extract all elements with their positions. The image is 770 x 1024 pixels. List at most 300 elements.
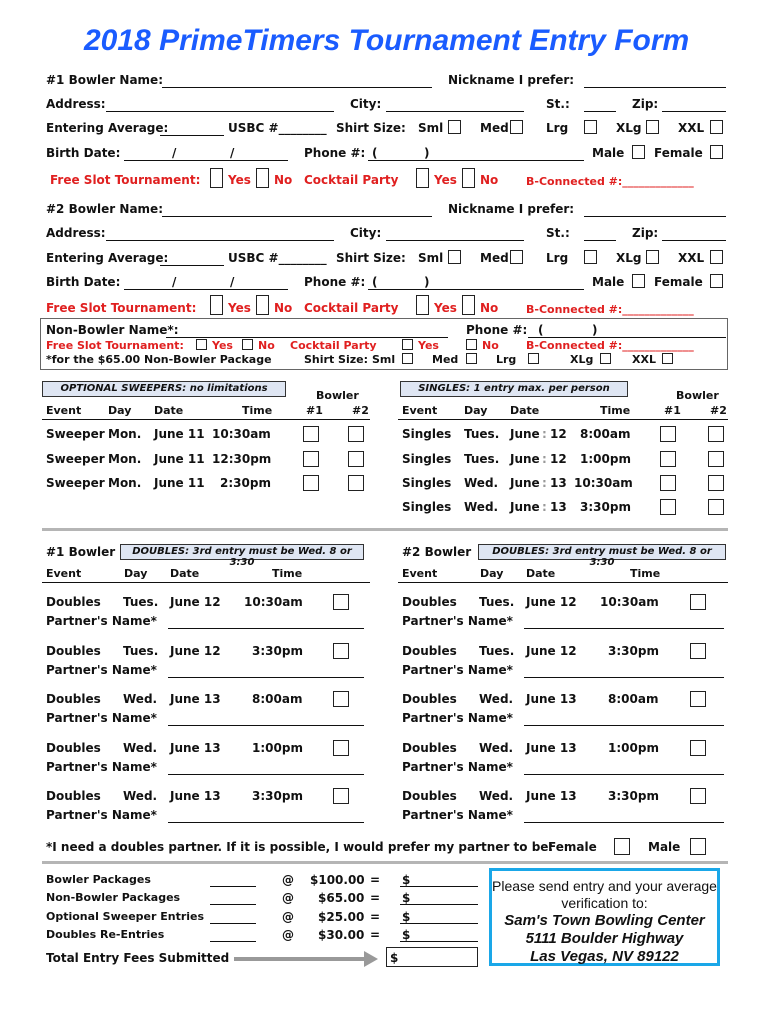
bowler1-xlg-label: XLg	[616, 121, 642, 135]
bowler1-birth-label: Birth Date:	[46, 146, 121, 160]
bowler2-address-field[interactable]	[106, 240, 334, 241]
nonbowler-xxl-label: XXL	[632, 353, 656, 366]
mail-instruction: verification to:	[561, 895, 648, 911]
partner-name-label: Partner's Name*	[46, 711, 157, 725]
doubles-date: June 13	[526, 692, 577, 706]
partner-name-field[interactable]	[168, 774, 364, 775]
singles-bowler-label: Bowler	[676, 389, 719, 402]
bowler1-cocktail-no-checkbox[interactable]	[462, 168, 475, 188]
fee-label: Bowler Packages	[46, 873, 151, 886]
bowler2-usbc-label: USBC #________	[228, 251, 327, 265]
partner-name-field[interactable]	[524, 774, 724, 775]
bowler1-birth-slash: /	[230, 146, 235, 160]
nonbowler-freeslot-label: Free Slot Tournament:	[46, 339, 184, 352]
bowler1-male-checkbox[interactable]	[632, 145, 645, 159]
fee-amount-field[interactable]	[400, 941, 478, 942]
doubles-time: 1:00pm	[252, 741, 303, 755]
bowler1-med-checkbox[interactable]	[510, 120, 523, 134]
doubles-day: Wed.	[479, 789, 514, 803]
bowler2-average-label: Entering Average:	[46, 251, 169, 265]
sweeper-b2-checkbox[interactable]	[348, 475, 364, 491]
partner-male-checkbox[interactable]	[690, 838, 706, 855]
doubles-event: Doubles	[46, 741, 101, 755]
bowler2-female-checkbox[interactable]	[710, 274, 723, 288]
doubles-date: June 12	[170, 595, 221, 609]
bowler1-cocktail-yes-checkbox[interactable]	[416, 168, 429, 188]
bowler2-cocktail-no-checkbox[interactable]	[462, 295, 475, 315]
singles-b2-checkbox[interactable]	[708, 475, 724, 491]
bowler2-phone-paren: (	[372, 275, 378, 289]
partner-name-label: Partner's Name*	[402, 614, 513, 628]
fee-price: $25.00	[318, 910, 365, 924]
bowler1-cocktail-label: Cocktail Party	[304, 173, 399, 187]
singles-day-num: 12	[550, 427, 567, 441]
doubles-left-col-date: Date	[170, 567, 200, 580]
doubles-date: June 12	[526, 595, 577, 609]
bowler2-birth-slash: /	[230, 275, 235, 289]
doubles-event: Doubles	[402, 789, 457, 803]
fee-quantity-field[interactable]	[210, 941, 256, 942]
bowler1-sml-checkbox[interactable]	[448, 120, 461, 134]
nonbowler-freeslot-yes-label: Yes	[212, 339, 233, 352]
bowler1-freeslot-label: Free Slot Tournament:	[50, 173, 201, 187]
nonbowler-freeslot-no-label: No	[258, 339, 275, 352]
fee-at: @	[282, 928, 294, 942]
partner-name-field[interactable]	[524, 725, 724, 726]
fee-price: $30.00	[318, 928, 365, 942]
singles-day: Wed.	[464, 476, 499, 490]
bowler2-state-field[interactable]	[584, 240, 616, 241]
fee-dollar: $	[402, 910, 411, 924]
fee-price: $65.00	[318, 891, 365, 905]
doubles-event: Doubles	[402, 692, 457, 706]
nonbowler-med-label: Med	[432, 353, 459, 366]
nonbowler-med-checkbox[interactable]	[466, 353, 477, 364]
bowler2-lrg-label: Lrg	[546, 251, 569, 265]
nonbowler-cocktail-label: Cocktail Party	[290, 339, 377, 352]
doubles-right-bowler-label: #2 Bowler	[402, 545, 472, 559]
nonbowler-name-field[interactable]	[166, 337, 448, 338]
singles-b1-checkbox[interactable]	[660, 426, 676, 442]
doubles-day: Wed.	[479, 741, 514, 755]
bowler2-phone-paren: )	[424, 275, 430, 289]
bowler1-city-field[interactable]	[386, 111, 524, 112]
doubles-checkbox[interactable]	[690, 788, 706, 804]
doubles-date: June 13	[526, 741, 577, 755]
partner-name-field[interactable]	[168, 628, 364, 629]
bowler2-freeslot-yes-label: Yes	[228, 301, 251, 315]
partner-female-label: Female	[548, 840, 597, 854]
doubles-time: 3:30pm	[252, 644, 303, 658]
sweepers-col-b2: #2	[352, 404, 369, 417]
doubles-event: Doubles	[402, 741, 457, 755]
fee-quantity-field[interactable]	[210, 904, 256, 905]
bowler1-phone-paren: )	[424, 146, 430, 160]
doubles-checkbox[interactable]	[333, 643, 349, 659]
doubles-time: 1:00pm	[608, 741, 659, 755]
sweeper-event: Sweeper	[46, 476, 105, 490]
doubles-checkbox[interactable]	[690, 740, 706, 756]
bowler1-address-field[interactable]	[106, 111, 334, 112]
singles-event: Singles	[402, 452, 452, 466]
partner-name-field[interactable]	[524, 628, 724, 629]
fee-at: @	[282, 891, 294, 905]
doubles-checkbox[interactable]	[690, 594, 706, 610]
fee-equals: =	[370, 873, 381, 887]
fee-quantity-field[interactable]	[210, 886, 256, 887]
nonbowler-freeslot-yes-checkbox[interactable]	[196, 339, 207, 350]
partner-name-field[interactable]	[168, 822, 364, 823]
sweeper-date: June 11	[154, 427, 205, 441]
bowler2-nickname-field[interactable]	[584, 216, 726, 217]
bowler2-male-label: Male	[592, 275, 625, 289]
doubles-day: Tues.	[479, 595, 515, 609]
bowler1-sml-label: Sml	[418, 121, 444, 135]
bowler1-name-field[interactable]	[162, 87, 432, 88]
bowler2-cocktail-label: Cocktail Party	[304, 301, 399, 315]
partner-female-checkbox[interactable]	[614, 838, 630, 855]
bowler1-bconnected-label: B-Connected #:_____________	[526, 175, 694, 188]
singles-col-time: Time	[600, 404, 631, 417]
doubles-checkbox[interactable]	[333, 691, 349, 707]
fee-equals: =	[370, 891, 381, 905]
partner-name-field[interactable]	[524, 677, 724, 678]
total-fees-dollar: $	[390, 951, 399, 965]
bowler2-state-label: St.:	[546, 226, 570, 240]
bowler2-address-label: Address:	[46, 226, 106, 240]
bowler1-cocktail-yes-label: Yes	[434, 173, 457, 187]
fee-amount-field[interactable]	[400, 923, 478, 924]
bowler2-lrg-checkbox[interactable]	[584, 250, 597, 264]
doubles-time: 3:30pm	[608, 789, 659, 803]
singles-colon: :	[542, 476, 547, 490]
bowler2-shirt-label: Shirt Size:	[336, 251, 406, 265]
doubles-event: Doubles	[46, 595, 101, 609]
doubles-right-col-date: Date	[526, 567, 556, 580]
doubles-day: Wed.	[123, 692, 158, 706]
doubles-checkbox[interactable]	[333, 788, 349, 804]
bowler1-lrg-label: Lrg	[546, 121, 569, 135]
bowler2-sml-checkbox[interactable]	[448, 250, 461, 264]
singles-colon: :	[542, 452, 547, 466]
bowler1-female-label: Female	[654, 146, 703, 160]
singles-b1-checkbox[interactable]	[660, 475, 676, 491]
doubles-time: 10:30am	[244, 595, 303, 609]
singles-day: Tues.	[464, 452, 500, 466]
doubles-checkbox[interactable]	[333, 740, 349, 756]
bowler1-freeslot-no-checkbox[interactable]	[256, 168, 269, 188]
doubles-event: Doubles	[402, 644, 457, 658]
singles-day-num: 13	[550, 476, 567, 490]
bowler2-phone-label: Phone #:	[304, 275, 366, 289]
bowler2-freeslot-label: Free Slot Tournament:	[46, 301, 197, 315]
singles-date: June	[510, 427, 540, 441]
doubles-date: June 13	[170, 789, 221, 803]
bowler2-med-checkbox[interactable]	[510, 250, 523, 264]
bowler1-birth-field[interactable]	[124, 160, 288, 161]
nonbowler-name-label: Non-Bowler Name*:	[46, 323, 179, 337]
doubles-day: Wed.	[479, 692, 514, 706]
partner-name-label: Partner's Name*	[402, 808, 513, 822]
bowler2-xxl-checkbox[interactable]	[710, 250, 723, 264]
singles-header-rule	[398, 419, 728, 420]
doubles-right-header: DOUBLES: 3rd entry must be Wed. 8 or 3:30	[478, 544, 726, 560]
partner-name-field[interactable]	[168, 725, 364, 726]
doubles-time: 10:30am	[600, 595, 659, 609]
doubles-checkbox[interactable]	[690, 643, 706, 659]
sweeper-time: 2:30pm	[220, 476, 271, 490]
sweepers-header-rule	[42, 419, 370, 420]
bowler2-male-checkbox[interactable]	[632, 274, 645, 288]
partner-preference-text: *I need a doubles partner. If it is possible, I would prefer my partner to be:	[46, 840, 554, 854]
bowler1-freeslot-yes-label: Yes	[228, 173, 251, 187]
bowler1-zip-field[interactable]	[662, 111, 726, 112]
doubles-date: June 13	[170, 741, 221, 755]
singles-day: Tues.	[464, 427, 500, 441]
doubles-day: Wed.	[123, 789, 158, 803]
sweeper-b2-checkbox[interactable]	[348, 426, 364, 442]
partner-name-label: Partner's Name*	[46, 614, 157, 628]
bowler1-address-label: Address:	[46, 97, 106, 111]
doubles-right-col-event: Event	[402, 567, 438, 580]
bowler1-phone-label: Phone #:	[304, 146, 366, 160]
singles-col-day: Day	[464, 404, 488, 417]
bowler2-female-label: Female	[654, 275, 703, 289]
doubles-checkbox[interactable]	[690, 691, 706, 707]
nonbowler-cocktail-yes-checkbox[interactable]	[402, 339, 413, 350]
fee-quantity-field[interactable]	[210, 923, 256, 924]
singles-col-b1: #1	[664, 404, 681, 417]
doubles-left-bowler-label: #1 Bowler	[46, 545, 116, 559]
singles-col-event: Event	[402, 404, 438, 417]
singles-time: 10:30am	[574, 476, 633, 490]
bowler2-med-label: Med	[480, 251, 509, 265]
singles-b2-checkbox[interactable]	[708, 426, 724, 442]
singles-time: 3:30pm	[580, 500, 631, 514]
bowler1-male-label: Male	[592, 146, 625, 160]
fee-dollar: $	[402, 891, 411, 905]
nonbowler-sml-label: Sml	[372, 353, 396, 366]
doubles-date: June 13	[170, 692, 221, 706]
partner-name-label: Partner's Name*	[402, 760, 513, 774]
bowler2-freeslot-no-checkbox[interactable]	[256, 295, 269, 315]
doubles-left-col-event: Event	[46, 567, 82, 580]
partner-male-label: Male	[648, 840, 681, 854]
singles-event: Singles	[402, 427, 452, 441]
partner-name-label: Partner's Name*	[46, 808, 157, 822]
bowler1-female-checkbox[interactable]	[710, 145, 723, 159]
sweeper-date: June 11	[154, 476, 205, 490]
bowler2-birth-field[interactable]	[124, 289, 288, 290]
partner-name-field[interactable]	[168, 677, 364, 678]
bowler1-average-label: Entering Average:	[46, 121, 169, 135]
partner-name-field[interactable]	[524, 822, 724, 823]
fee-label: Doubles Re-Entries	[46, 928, 165, 941]
singles-time: 8:00am	[580, 427, 631, 441]
bowler2-average-field[interactable]	[160, 265, 224, 266]
fee-dollar: $	[402, 928, 411, 942]
partner-name-label: Partner's Name*	[402, 711, 513, 725]
bowler1-phone-paren: (	[372, 146, 378, 160]
bowler2-name-field[interactable]	[162, 216, 432, 217]
bowler1-freeslot-no-label: No	[274, 173, 293, 187]
sweeper-day: Mon.	[108, 476, 142, 490]
nonbowler-phone-label: Phone #:	[466, 323, 528, 337]
sweeper-b2-checkbox[interactable]	[348, 451, 364, 467]
singles-colon: :	[542, 427, 547, 441]
singles-b1-checkbox[interactable]	[660, 451, 676, 467]
nonbowler-note: *for the $65.00 Non-Bowler Package	[46, 353, 272, 366]
bowler2-city-label: City:	[350, 226, 382, 240]
bowler1-state-label: St.:	[546, 97, 570, 111]
nonbowler-lrg-label: Lrg	[496, 353, 517, 366]
nonbowler-phone-paren: (	[538, 323, 544, 337]
fee-at: @	[282, 873, 294, 887]
nonbowler-xxl-checkbox[interactable]	[662, 353, 673, 364]
mail-street: 5111 Boulder Highway	[525, 930, 684, 947]
bowler2-freeslot-no-label: No	[274, 301, 293, 315]
nonbowler-phone-field[interactable]	[528, 337, 726, 338]
doubles-time: 3:30pm	[608, 644, 659, 658]
nonbowler-cocktail-no-checkbox[interactable]	[466, 339, 477, 350]
doubles-event: Doubles	[46, 644, 101, 658]
sweepers-header: OPTIONAL SWEEPERS: no limitations	[42, 381, 286, 397]
singles-day-num: 12	[550, 452, 567, 466]
mail-instruction: Please send entry and your average	[492, 878, 717, 894]
bowler2-sml-label: Sml	[418, 251, 444, 265]
singles-b2-checkbox[interactable]	[708, 499, 724, 515]
nonbowler-xlg-checkbox[interactable]	[600, 353, 611, 364]
bowler1-xxl-checkbox[interactable]	[710, 120, 723, 134]
doubles-event: Doubles	[402, 595, 457, 609]
bowler2-cocktail-yes-checkbox[interactable]	[416, 295, 429, 315]
bowler1-freeslot-yes-checkbox[interactable]	[210, 168, 223, 188]
doubles-day: Tues.	[123, 644, 159, 658]
doubles-time: 3:30pm	[252, 789, 303, 803]
arrow-shape	[234, 957, 368, 961]
bowler1-lrg-checkbox[interactable]	[584, 120, 597, 134]
doubles-event: Doubles	[46, 692, 101, 706]
partner-name-label: Partner's Name*	[46, 663, 157, 677]
doubles-checkbox[interactable]	[333, 594, 349, 610]
bowler1-xlg-checkbox[interactable]	[646, 120, 659, 134]
nonbowler-shirt-label: Shirt Size:	[304, 353, 368, 366]
doubles-date: June 12	[170, 644, 221, 658]
bowler2-cocktail-yes-label: Yes	[434, 301, 457, 315]
bowler2-cocktail-no-label: No	[480, 301, 499, 315]
doubles-time: 8:00am	[252, 692, 303, 706]
nonbowler-freeslot-no-checkbox[interactable]	[242, 339, 253, 350]
bowler1-name-label: #1 Bowler Name:	[46, 73, 163, 87]
fee-dollar: $	[402, 873, 411, 887]
singles-col-date: Date	[510, 404, 540, 417]
sweepers-col-b1: #1	[306, 404, 323, 417]
bowler1-city-label: City:	[350, 97, 382, 111]
doubles-left-header-rule	[42, 582, 370, 583]
singles-date: June	[510, 500, 540, 514]
partner-name-label: Partner's Name*	[46, 760, 157, 774]
sweeper-event: Sweeper	[46, 452, 105, 466]
total-fees-label: Total Entry Fees Submitted	[46, 951, 230, 965]
sweeper-time: 10:30am	[212, 427, 271, 441]
nonbowler-sml-checkbox[interactable]	[402, 353, 413, 364]
doubles-date: June 12	[526, 644, 577, 658]
bowler1-nickname-field[interactable]	[584, 87, 726, 88]
fee-equals: =	[370, 910, 381, 924]
bowler1-average-field[interactable]	[160, 135, 224, 136]
total-fees-box[interactable]	[386, 947, 478, 967]
sweeper-b1-checkbox[interactable]	[303, 475, 319, 491]
mailing-address-box	[489, 868, 720, 966]
bowler2-nickname-label: Nickname I prefer:	[448, 202, 575, 216]
nonbowler-lrg-checkbox[interactable]	[528, 353, 539, 364]
bowler2-birth-label: Birth Date:	[46, 275, 121, 289]
fee-at: @	[282, 910, 294, 924]
bowler1-cocktail-no-label: No	[480, 173, 499, 187]
bowler2-zip-label: Zip:	[632, 226, 659, 240]
bowler1-zip-label: Zip:	[632, 97, 659, 111]
partner-name-label: Partner's Name*	[402, 663, 513, 677]
bowler2-birth-slash: /	[172, 275, 177, 289]
sweeper-b1-checkbox[interactable]	[303, 451, 319, 467]
fee-price: $100.00	[310, 873, 365, 887]
bowler1-med-label: Med	[480, 121, 509, 135]
singles-colon: :	[542, 500, 547, 514]
bowler2-xxl-label: XXL	[678, 251, 705, 265]
page-title: 2018 PrimeTimers Tournament Entry Form	[84, 24, 690, 57]
fee-amount-field[interactable]	[400, 904, 478, 905]
bowler1-phone-field[interactable]	[368, 160, 584, 161]
mail-city: Las Vegas, NV 89122	[530, 948, 679, 965]
sweeper-day: Mon.	[108, 452, 142, 466]
singles-event: Singles	[402, 500, 452, 514]
nonbowler-phone-paren: )	[592, 323, 598, 337]
bowler2-zip-field[interactable]	[662, 240, 726, 241]
singles-b1-checkbox[interactable]	[660, 499, 676, 515]
fee-amount-field[interactable]	[400, 886, 478, 887]
doubles-left-col-time: Time	[272, 567, 303, 580]
doubles-day: Tues.	[479, 644, 515, 658]
sweeper-b1-checkbox[interactable]	[303, 426, 319, 442]
singles-day-num: 13	[550, 500, 567, 514]
bowler2-bconnected-label: B-Connected #:_____________	[526, 303, 694, 316]
doubles-right-header-rule	[398, 582, 728, 583]
bowler2-freeslot-yes-checkbox[interactable]	[210, 295, 223, 315]
singles-b2-checkbox[interactable]	[708, 451, 724, 467]
nonbowler-xlg-label: XLg	[570, 353, 594, 366]
bowler1-birth-slash: /	[172, 146, 177, 160]
sweepers-col-time: Time	[242, 404, 273, 417]
nonbowler-cocktail-no-label: No	[482, 339, 499, 352]
bowler1-xxl-label: XXL	[678, 121, 705, 135]
singles-day: Wed.	[464, 500, 499, 514]
sweepers-bowler-label: Bowler	[316, 389, 359, 402]
bowler2-xlg-label: XLg	[616, 251, 642, 265]
section-divider	[42, 861, 728, 864]
bowler2-city-field[interactable]	[386, 240, 524, 241]
bowler1-shirt-label: Shirt Size:	[336, 121, 406, 135]
bowler2-name-label: #2 Bowler Name:	[46, 202, 163, 216]
fee-label: Optional Sweeper Entries	[46, 910, 205, 923]
bowler2-xlg-checkbox[interactable]	[646, 250, 659, 264]
bowler1-nickname-label: Nickname I prefer:	[448, 73, 575, 87]
bowler1-state-field[interactable]	[584, 111, 616, 112]
doubles-day: Tues.	[123, 595, 159, 609]
fee-label: Non-Bowler Packages	[46, 891, 181, 904]
bowler2-phone-field[interactable]	[368, 289, 584, 290]
sweepers-col-event: Event	[46, 404, 82, 417]
sweeper-day: Mon.	[108, 427, 142, 441]
